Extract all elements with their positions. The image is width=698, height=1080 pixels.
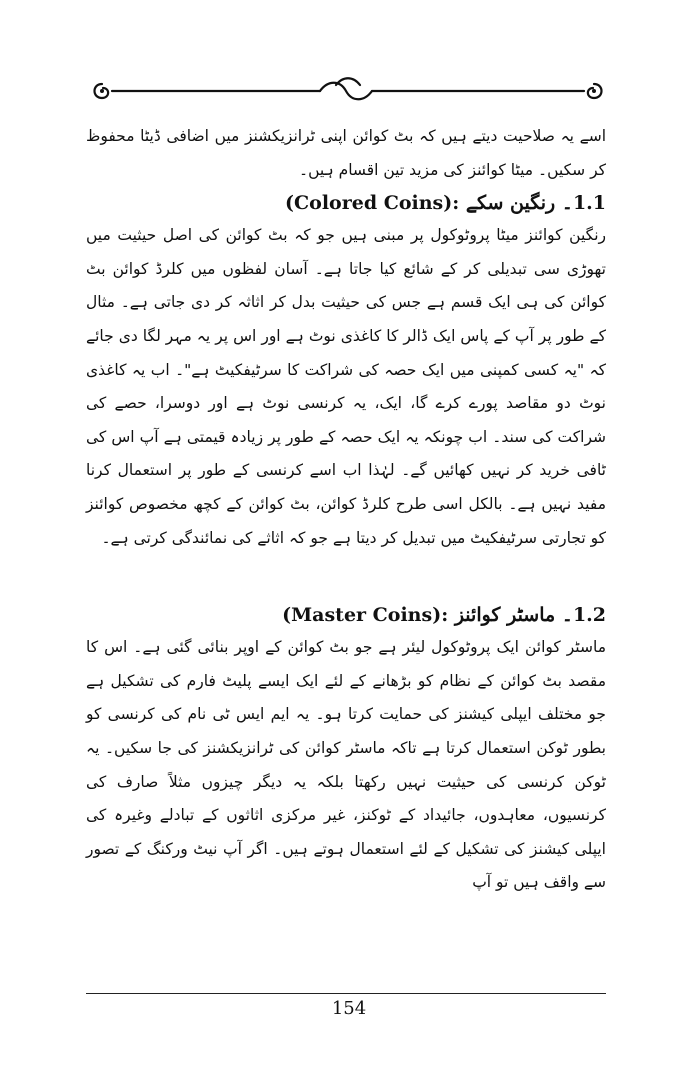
master-coins-paragraph: ماسٹر کوائن ایک پروٹوکول لیئر ہے جو بٹ کوائن کے اوپر بنائی گئی ہے۔ اس کا مقصد بٹ کوائن کے نظام کو بڑھانے کے لئے ایک ایسے پلیٹ فارم کی تشکیل ہے جو مختلف ایپلی کیشنز کی حمایت کرتا ہو۔ یہ ایم ایس ٹی نام کی کرنسی کو بطور ٹوکن استعمال کرتا ہے تاکہ ماسٹر کوائن کی ٹرانزیکشنز کی جا سکیں۔ یہ ٹوکن کرنسی کی حیثیت نہیں رکھتا بلکہ یہ دیگر چیزوں مثلاً صارف کی کرنسیوں، معاہدوں، جائیداد کے ٹوکنز، غیر مرکزی اثاثوں کے تبادلے وغیرہ کی ایپلی کیشنز کی تشکیل کے لئے استعمال ہوتے ہیں۔ اگر آپ نیٹ ورکنگ کے تصور سے واقف ہیں تو آپ: [86, 638, 606, 892]
page-number: 154: [331, 998, 367, 1019]
colored-coins-paragraph: رنگین کوائنز میٹا پروٹوکول پر مبنی ہیں جو کہ بٹ کوائن کی اصل حیثیت میں تھوڑی سی تبدیلی کر کے شائع کیا جاتا ہے۔ آسان لفظوں میں کلرڈ کوائن بٹ کوائن کی ہی ایک قسم ہے جس کی حیثیت بدل کر اثاثہ کر دی جاتی ہے۔ مثال کے طور پر آپ کے پاس ایک ڈالر کا کاغذی نوٹ ہے اور اس پر یہ مہر لگا دی جائے کہ "یہ کسی کمپنی میں ایک حصہ کی شراکت کا سرٹیفکیٹ ہے"۔ اب یہ کاغذی نوٹ دو مقاصد پورے کرے گا، ایک، یہ کرنسی نوٹ ہے اور دوسرا، حصے کی شراکت کی سند۔ اب چونکہ یہ ایک حصہ کے طور پر زیادہ قیمتی ہے آپ اس کی ٹافی خرید کر نہیں کھائیں گے۔ لہٰذا اب اسے کرنسی کے طور پر استعمال کرنا مفید نہیں ہے۔ بالکل اسی طرح کلرڈ کوائن، بٹ کوائن کے کچھ مخصوص کوائنز کو تجارتی سرٹیفکیٹ میں تبدیل کر دیتا ہے جو کہ اثاثے کی نمائندگی کرتی ہے۔: [86, 226, 606, 547]
intro-paragraph: اسے یہ صلاحیت دیتے ہیں کہ بٹ کوائن اپنی ٹرانزیکشنز میں اضافی ڈیٹا محفوظ کر سکیں۔ میٹا کوائنز کی مزید تین اقسام ہیں۔: [86, 127, 606, 179]
master-coins-heading: 1.2۔ ماسٹر کوائنز :(Master Coins): [282, 604, 606, 627]
footer-divider: [86, 993, 606, 994]
header-ornament: [88, 70, 608, 110]
colored-coins-heading: 1.1۔ رنگین سکے :(Colored Coins): [285, 192, 606, 215]
page-body: [86, 120, 606, 900]
